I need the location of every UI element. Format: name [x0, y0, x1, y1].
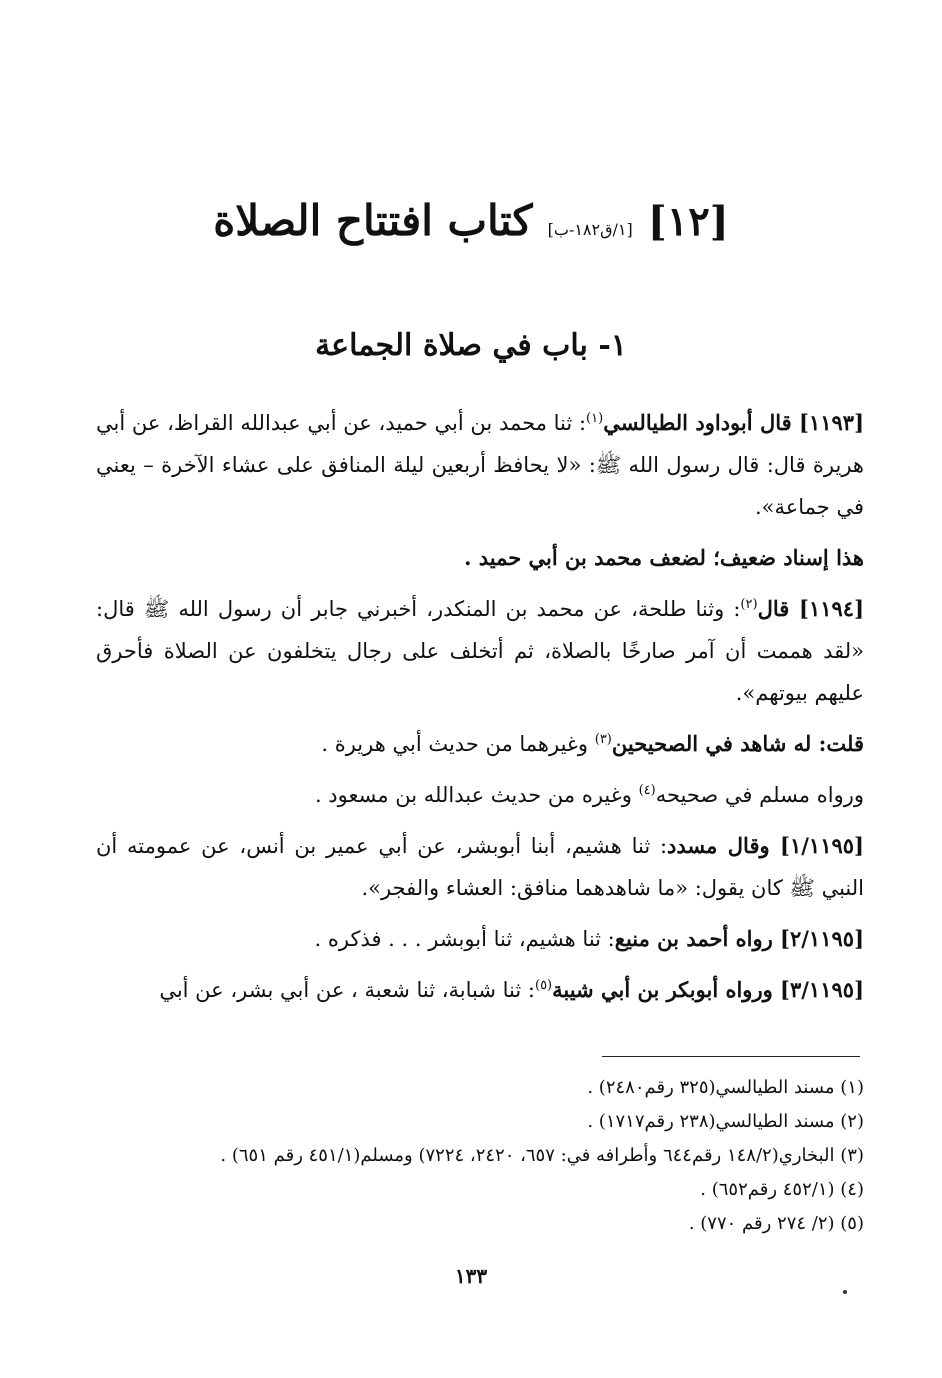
footnote-marker: (١): [586, 411, 604, 426]
hadith-text: : ثنا شبابة، ثنا شعبة ، عن أبي بشر، عن أبي: [159, 978, 535, 1002]
book-number: [١٢]: [647, 198, 729, 245]
page-number: ١٣٣: [454, 1264, 488, 1288]
comment-lead: قلت: له شاهد في الصحيحين: [611, 731, 864, 756]
footnote-2: (٢) مسند الطيالسي(٢٣٨ رقم١٧١٧) .: [587, 1111, 864, 1132]
footnote-5: (٥) (٢/ ٢٧٤ رقم ٧٧٠) .: [688, 1213, 864, 1234]
comment-text: وغيره من حديث عبدالله بن مسعود .: [314, 783, 639, 807]
comment-text: وغيرهما من حديث أبي هريرة .: [321, 732, 595, 756]
comment-muslim: [96, 774, 864, 816]
footnote-marker: (٣): [594, 732, 612, 747]
hadith-text: : وثنا طلحة، عن محمد بن المنكدر، أخبرني جابر أن رسول الله ﷺ قال: «لقد هممت أن آمر صارخًا بالصلاة، ثم أتخلف على رجال يتخلفون عن الصلاة فأحرق عليهم بيوتهم».: [96, 597, 864, 705]
hadith-1195-3: [96, 969, 864, 1011]
manuscript-reference: [١/ق١٨٢-ب]: [547, 220, 633, 239]
footnote-marker: (٢): [740, 597, 758, 612]
hadith-ref: [١١٩٤] قال: [757, 596, 864, 621]
footnote-3: (٣) البخاري(١٤٨/٢ رقم٦٤٤ وأطرافه في: ٦٥٧، ٢٤٢٠، ٧٢٢٤) ومسلم(٤٥١/١ رقم ٦٥١) .: [220, 1145, 864, 1166]
footnote-divider: [602, 1056, 860, 1057]
hadith-1193: [96, 402, 864, 528]
footnote-marker: (٤): [638, 783, 656, 798]
footnote-4: (٤) (٤٥٢/١ رقم٦٥٢) .: [700, 1179, 864, 1200]
chapter-title: ١- باب في صلاة الجماعة: [315, 328, 627, 363]
hadith-ref: [١١٩٣] قال أبوداود الطيالسي: [603, 410, 864, 435]
footnote-marker: (٥): [534, 978, 553, 993]
hadith-text: : ثنا محمد بن أبي حميد، عن أبي عبدالله القراظ، عن أبي هريرة قال: قال رسول الله ﷺ: «لا يحافظ أربعين ليلة المنافق على عشاء الآخرة – يعني في جماعة».: [96, 411, 864, 519]
book-title: [150, 196, 792, 245]
hadith-1195-2: [96, 918, 864, 960]
hadith-ref: [٣/١١٩٥] ورواه أبوبكر بن أبي شيبة: [552, 977, 864, 1002]
main-text: [96, 402, 864, 1020]
hadith-text: : ثنا هشيم، ثنا أبوبشر . . . فذكره .: [314, 927, 615, 951]
footnotes: [96, 1071, 864, 1241]
hadith-1194: [96, 588, 864, 714]
comment-witness: [96, 723, 864, 765]
scan-speck: [843, 1290, 847, 1294]
hadith-1195-1: [96, 825, 864, 909]
hadith-text: : ثنا هشيم، أبنا أبوبشر، عن أبي عمير بن أنس، عن عمومته أن النبي ﷺ كان يقول: «ما شاهدهما منافق: العشاء والفجر».: [96, 834, 864, 900]
comment-lead: ورواه مسلم في صحيحه: [655, 783, 864, 807]
hadith-ref: [٢/١١٩٥] رواه أحمد بن منيع: [614, 926, 864, 951]
footnote-1: (١) مسند الطيالسي(٣٢٥ رقم٢٤٨٠) .: [587, 1077, 864, 1098]
hadith-ref: [١/١١٩٥] وقال مسدد: [667, 833, 864, 858]
grading-note: هذا إسناد ضعيف؛ لضعف محمد بن أبي حميد .: [464, 545, 864, 570]
book-name: كتاب افتتاح الصلاة: [213, 196, 533, 245]
